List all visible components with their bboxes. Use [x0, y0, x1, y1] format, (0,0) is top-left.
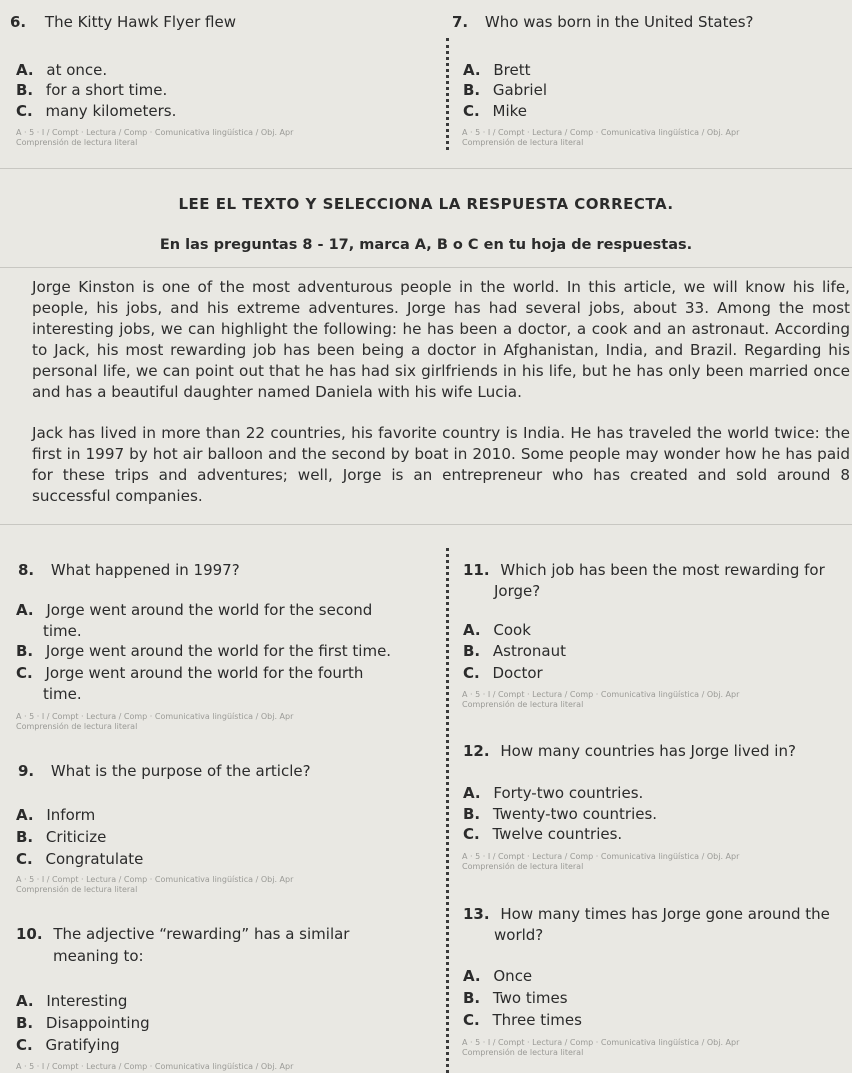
q13-option-b[interactable] — [463, 989, 568, 1007]
option-text: at once. — [46, 61, 108, 79]
question-9 — [18, 762, 311, 780]
answer-meta-sub: Comprensión de lectura literal — [462, 700, 584, 709]
option-letter: C. — [16, 102, 33, 120]
q8-option-a[interactable] — [16, 601, 372, 619]
option-text: Brett — [493, 61, 531, 79]
question-13-number: 13. — [463, 905, 490, 923]
answer-meta-sub: Comprensión de lectura literal — [462, 862, 584, 871]
option-text: Forty-two countries. — [493, 784, 644, 802]
q6-option-b[interactable] — [16, 81, 167, 99]
q8-option-c[interactable] — [16, 664, 363, 682]
instruction-title: LEE EL TEXTO Y SELECCIONA LA RESPUESTA CORRECTA. — [178, 195, 674, 213]
option-letter: A. — [16, 806, 34, 824]
answer-meta: A · 5 · I / Compt · Lectura / Comp · Comunicativa lingüística / Obj. Apr — [16, 1062, 294, 1071]
option-text: for a short time. — [45, 81, 168, 99]
option-letter: C. — [16, 664, 33, 682]
q9-option-b[interactable] — [16, 828, 106, 846]
question-7-number: 7. — [452, 13, 469, 31]
q11-option-c[interactable] — [463, 664, 543, 682]
answer-meta: A · 5 · I / Compt · Lectura / Comp · Comunicativa lingüística / Obj. Apr — [16, 712, 294, 721]
question-12-text: How many countries has Jorge lived in? — [500, 742, 796, 760]
q10-option-a[interactable] — [16, 992, 127, 1010]
answer-meta-sub: Comprensión de lectura literal — [16, 885, 138, 894]
question-7 — [452, 13, 754, 31]
question-13-text: How many times has Jorge gone around the — [500, 905, 830, 923]
option-letter: C. — [16, 1036, 33, 1054]
q10-option-b[interactable] — [16, 1014, 150, 1032]
option-letter: B. — [16, 81, 34, 99]
option-letter: A. — [463, 61, 481, 79]
option-letter: A. — [463, 621, 481, 639]
q12-option-b[interactable] — [463, 805, 657, 823]
question-7-text: Who was born in the United States? — [484, 13, 754, 31]
option-letter: A. — [463, 784, 481, 802]
option-text: Three times — [492, 1011, 582, 1029]
option-text: Doctor — [492, 664, 543, 682]
q12-option-c[interactable] — [463, 825, 622, 843]
q7-option-c[interactable] — [463, 102, 527, 120]
question-8-number: 8. — [18, 561, 35, 579]
q13-option-a[interactable] — [463, 967, 532, 985]
q8-option-c-cont: time. — [43, 685, 82, 703]
answer-meta: A · 5 · I / Compt · Lectura / Comp · Comunicativa lingüística / Obj. Apr — [16, 128, 294, 137]
question-11-text-cont: Jorge? — [494, 582, 541, 600]
option-text: Disappointing — [45, 1014, 150, 1032]
answer-meta-sub: Comprensión de lectura literal — [462, 138, 584, 147]
q8-option-b[interactable] — [16, 642, 391, 660]
answer-meta-sub: Comprensión de lectura literal — [462, 1048, 584, 1057]
option-text: Cook — [493, 621, 531, 639]
question-9-number: 9. — [18, 762, 35, 780]
question-6-number: 6. — [10, 13, 27, 31]
passage-paragraph-2: Jack has lived in more than 22 countries, his favorite country is India. He has traveled the world twice: the first in 1997 by hot air balloon and the second by boat in 2010. Some people may wonder how he has paid for these trips and adventures; well, Jorge is an entrepreneur who has created and sold around 8 successful companies. — [32, 424, 850, 505]
option-letter: C. — [16, 850, 33, 868]
option-text: Jorge went around the world for the first time. — [45, 642, 392, 660]
q9-option-c[interactable] — [16, 850, 143, 868]
option-letter: A. — [16, 992, 34, 1010]
option-letter: B. — [463, 642, 481, 660]
option-letter: B. — [463, 989, 481, 1007]
option-letter: A. — [463, 967, 481, 985]
answer-meta: A · 5 · I / Compt · Lectura / Comp · Comunicativa lingüística / Obj. Apr — [462, 852, 740, 861]
question-10-text: The adjective “rewarding” has a similar — [53, 925, 350, 943]
answer-meta: A · 5 · I / Compt · Lectura / Comp · Comunicativa lingüística / Obj. Apr — [462, 128, 740, 137]
question-12-number: 12. — [463, 742, 490, 760]
option-letter: A. — [16, 601, 34, 619]
q7-option-b[interactable] — [463, 81, 547, 99]
option-text: Criticize — [45, 828, 107, 846]
question-13-text-cont: world? — [494, 926, 544, 944]
question-13 — [463, 905, 830, 923]
q6-option-a[interactable] — [16, 61, 107, 79]
option-text: Inform — [46, 806, 96, 824]
q11-option-a[interactable] — [463, 621, 531, 639]
question-11-number: 11. — [463, 561, 490, 579]
option-text: Jorge went around the world for the fourth — [45, 664, 364, 682]
answer-meta-sub: Comprensión de lectura literal — [16, 722, 138, 731]
reading-passage — [32, 277, 850, 527]
passage-paragraph-1: Jorge Kinston is one of the most adventurous people in the world. In this article, we will know his life, people, his jobs, and his extreme adventures. Jorge has had several jobs, about 33. Among the most interesting jobs, we can highlight the following: he has been a doctor, a cook and an astronaut. According to Jack, his most rewarding job has been being a doctor in Afghanistan, India, and Brazil. Regarding his personal life, we can point out that he has had six girlfriends in his life, but he has only been married once and has a beautiful daughter named Daniela with his wife Lucia. — [32, 278, 850, 401]
question-11-text: Which job has been the most rewarding for — [500, 561, 825, 579]
q13-option-c[interactable] — [463, 1011, 582, 1029]
option-letter: B. — [16, 1014, 34, 1032]
column-divider — [446, 38, 449, 150]
option-text: many kilometers. — [45, 102, 177, 120]
option-text: Gabriel — [492, 81, 547, 99]
option-letter: C. — [463, 825, 480, 843]
option-text: Twelve countries. — [492, 825, 623, 843]
option-letter: C. — [463, 1011, 480, 1029]
answer-meta: A · 5 · I / Compt · Lectura / Comp · Comunicativa lingüística / Obj. Apr — [16, 875, 294, 884]
option-text: Twenty-two countries. — [492, 805, 658, 823]
section-divider — [0, 267, 852, 268]
instruction-subtitle: En las preguntas 8 - 17, marca A, B o C en tu hoja de respuestas. — [159, 237, 693, 253]
section-divider — [0, 524, 852, 525]
q12-option-a[interactable] — [463, 784, 643, 802]
answer-meta: A · 5 · I / Compt · Lectura / Comp · Comunicativa lingüística / Obj. Apr — [462, 1038, 740, 1047]
option-letter: B. — [16, 642, 34, 660]
option-text: Two times — [492, 989, 568, 1007]
option-text: Congratulate — [45, 850, 144, 868]
option-text: Astronaut — [492, 642, 566, 660]
option-letter: C. — [463, 102, 480, 120]
question-6 — [10, 13, 236, 31]
question-11 — [463, 561, 825, 579]
q7-option-a[interactable] — [463, 61, 531, 79]
option-letter: A. — [16, 61, 34, 79]
q6-option-c[interactable] — [16, 102, 176, 120]
question-10-text-cont: meaning to: — [53, 947, 144, 965]
option-letter: B. — [16, 828, 34, 846]
q11-option-b[interactable] — [463, 642, 566, 660]
section-divider — [0, 168, 852, 169]
option-letter: B. — [463, 81, 481, 99]
question-6-text: The Kitty Hawk Flyer flew — [44, 13, 236, 31]
q8-option-a-cont: time. — [43, 622, 82, 640]
question-8 — [18, 561, 240, 579]
answer-meta: A · 5 · I / Compt · Lectura / Comp · Comunicativa lingüística / Obj. Apr — [462, 690, 740, 699]
option-text: Mike — [492, 102, 527, 120]
question-12 — [463, 742, 796, 760]
question-10-number: 10. — [16, 925, 43, 943]
option-text: Interesting — [46, 992, 128, 1010]
option-letter: B. — [463, 805, 481, 823]
option-text: Gratifying — [45, 1036, 120, 1054]
answer-meta-sub: Comprensión de lectura literal — [16, 138, 138, 147]
option-text: Jorge went around the world for the second — [46, 601, 373, 619]
option-letter: C. — [463, 664, 480, 682]
question-9-text: What is the purpose of the article? — [50, 762, 311, 780]
question-10 — [16, 925, 349, 943]
question-8-text: What happened in 1997? — [50, 561, 240, 579]
q10-option-c[interactable] — [16, 1036, 120, 1054]
column-divider — [446, 548, 449, 1073]
option-text: Once — [493, 967, 533, 985]
q9-option-a[interactable] — [16, 806, 95, 824]
